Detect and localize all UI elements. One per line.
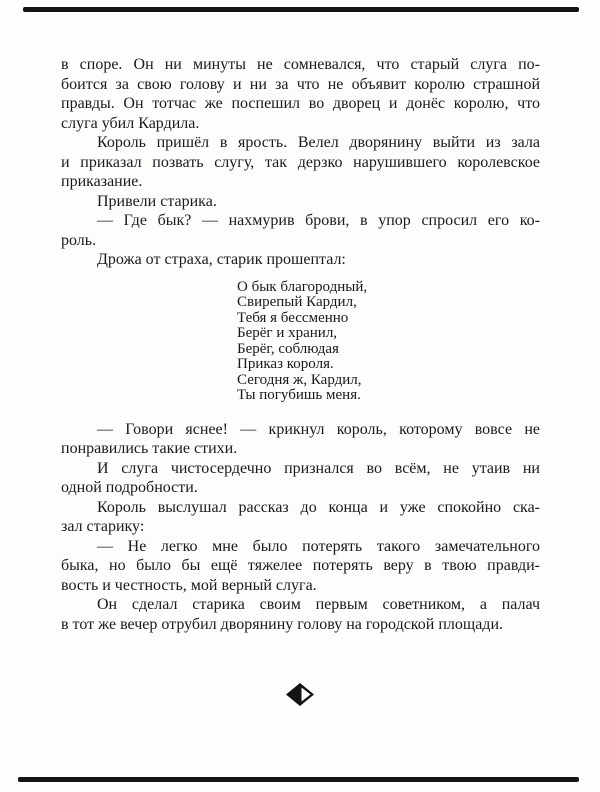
text-line: — Не легко мне было потерять такого замечательного bbox=[97, 537, 540, 555]
text-line: правды. Он тотчас же поспешил во дворец и донёс королю, что bbox=[61, 95, 540, 112]
text-line: приказание. bbox=[61, 173, 143, 190]
verse-line: Сегодня ж, Кардил, bbox=[237, 371, 362, 388]
text-block bbox=[61, 55, 540, 634]
text-line: Король выслушал рассказ до конца и уже спокойно ска- bbox=[97, 498, 540, 516]
text-line: Король пришёл в ярость. Велел дворянину выйти из зала bbox=[97, 134, 540, 151]
text-line: роль. bbox=[61, 231, 97, 249]
scan-edge-top bbox=[23, 7, 579, 12]
verse-line: Ты погубишь меня. bbox=[237, 387, 361, 403]
text-line: понравились такие стихи. bbox=[61, 440, 238, 457]
verse-line: Приказ короля. bbox=[237, 356, 334, 372]
verse-line: Тебя я бессменно bbox=[237, 309, 349, 326]
text-line: Он сделал старика своим первым советником, а палач bbox=[97, 596, 540, 613]
text-line: одной подробности. bbox=[61, 479, 198, 496]
verse-line: Свирепый Кардил, bbox=[237, 294, 357, 310]
verse-block bbox=[237, 280, 540, 404]
verse-line: Берёг и хранил, bbox=[237, 325, 338, 341]
text-line: и приказал позвать слугу, так дерзко нарушившего королевское bbox=[61, 153, 540, 171]
half-filled-diamond-icon bbox=[286, 683, 314, 706]
text-line: — Где бык? — нахмурив брови, в упор спросил его ко- bbox=[97, 212, 540, 229]
verse-line: Берёг, соблюдая bbox=[237, 340, 339, 357]
text-line: Привели старика. bbox=[97, 192, 217, 210]
text-line: боится за свою голову и ни за что не объявит королю страшной bbox=[61, 75, 540, 93]
text-line: — Говори яснее! — крикнул король, которому вовсе не bbox=[97, 420, 540, 438]
text-line: быка, но было бы ещё тяжелее потерять веру в твою правди- bbox=[61, 557, 540, 574]
text-line: И слуга чистосердечно признался во всём, не утаив ни bbox=[97, 459, 540, 477]
verse-line: О бык благородный, bbox=[237, 278, 368, 295]
text-line: зал старику: bbox=[61, 518, 145, 535]
text-line: вость и честность, мой верный слуга. bbox=[61, 576, 317, 594]
scan-edge-bottom bbox=[18, 777, 579, 782]
text-line: слуга убил Кардила. bbox=[61, 114, 200, 132]
text-line: в споре. Он ни минуты не сомневался, что старый слуга по- bbox=[61, 56, 540, 73]
text-line: в тот же вечер отрубил дворянину голову на городской площади. bbox=[61, 615, 503, 633]
text-line: Дрожа от страха, старик прошептал: bbox=[97, 251, 346, 268]
